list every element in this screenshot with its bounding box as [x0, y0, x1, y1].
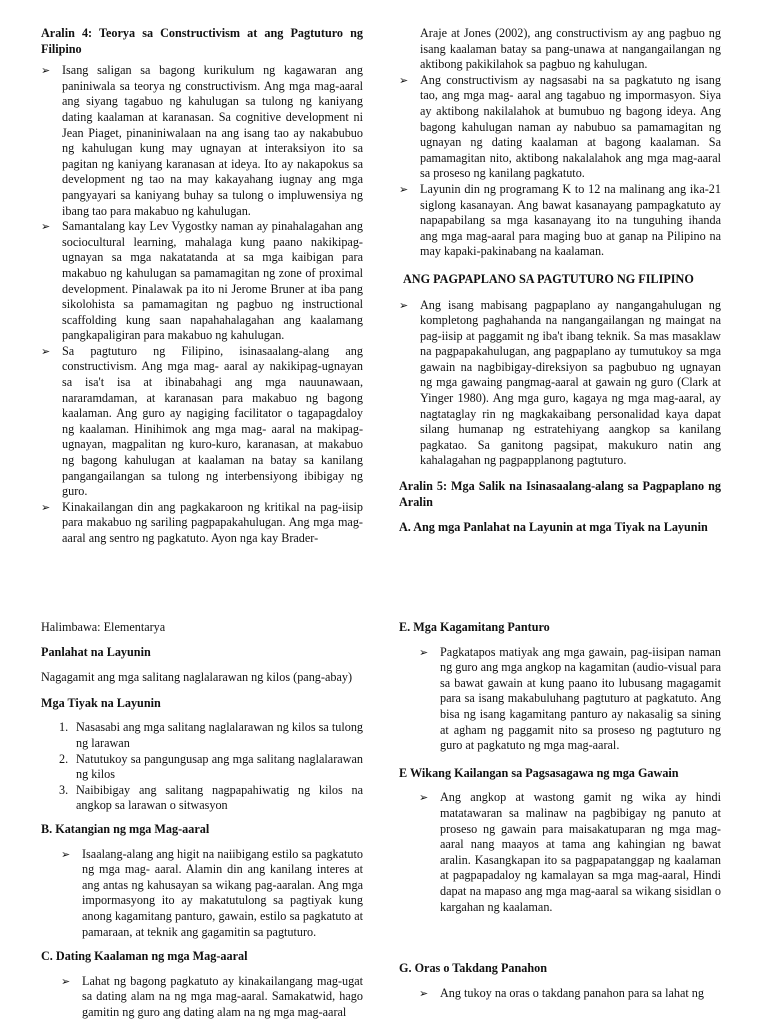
specific-objectives-list [41, 720, 363, 814]
arrow-bullet-icon: ➢ [419, 645, 429, 659]
list-item: ➢ Pagkatapos matiyak ang mga gawain, pag-iisipan naman ng guro ang mga angkop na kagamitan (audio-visual para sa bawat gawain at kung paano ito lubusang magagamit para sa isang makabuluhang pagtuturo at pagkatuto. Ang bisa ng isang kagamitang panturo ay nakasalig sa sining at agham ng paggamit nito sa proseso ng pagtuturo ng guro at pagkatuto ng mga mag-aaral. [419, 644, 721, 753]
list-item: 1. Nasasabi ang mga salitang naglalarawan ng kilos sa tulong ng larawan [59, 720, 364, 750]
lesson5-heading: Aralin 5: Mga Salik na Isinasaalang-alang sa Pagpaplano ng Aralin [399, 479, 721, 509]
section-e-heading: E. Mga Kagamitang Panturo [399, 620, 550, 634]
arrow-bullet-icon: ➢ [399, 182, 409, 196]
bottom-left-column [41, 620, 363, 1020]
list-item: ➢ Kinakailangan din ang pagkakaroon ng kritikal na pag-iisip para makabuo ng sariling pagpapakahulugan. Ang mga mag-aaral ang sentro ng pagkatuto. Ayon nga kay Brader- [41, 499, 363, 545]
section-g-heading: G. Oras o Takdang Panahon [399, 961, 547, 976]
section-c-heading: C. Dating Kaalaman ng mga Mag-aaral [41, 949, 248, 964]
section-a-heading: A. Ang mga Panlahat na Layunin at mga Tiyak na Layunin [399, 520, 708, 535]
example-label: Halimbawa: Elementarya [41, 620, 166, 634]
planning-section-title: ANG PAGPAPLANO SA PAGTUTURO NG FILIPINO [403, 271, 694, 286]
top-left-column [41, 26, 363, 547]
section-e-bullets [399, 645, 721, 754]
arrow-bullet-icon: ➢ [41, 344, 51, 358]
continued-paragraph: Araje at Jones (2002), ang constructivism ay ang pagbuo ng isang kaalaman batay sa pang-unawa at nangangailangan ng aktibong pakikilahok sa pagbuo ng kahulugan. [420, 26, 721, 72]
list-item: 2. Natutukoy sa pangungusap ang mga salitang naglalarawan ng kilos [59, 751, 363, 782]
list-item: ➢ Samantalang kay Lev Vygostky naman ay pinahalagahan ang sociocultural learning, mahalaga kung paano nakikipag-ugnayan sa mga nakatatanda at sa mga kaibigan para makabuo ng kahulugan sa pamamagitan ng zone of proximal development. Pinalawak pa ito ni Jerome Bruner at iba pang sikolohista sa pamamagitan ng pagbuo ng instructional scaffolding kung saan napahahalagahan ang kaalamang pangkapaligiran para makabuo ng kahulugan. [41, 219, 363, 343]
section-b-heading: B. Katangian ng mga Mag-aaral [41, 821, 210, 836]
lesson4-bullets [41, 63, 363, 546]
general-objective-text: Nagagamit ang mga salitang naglalarawan ng kilos (pang-abay) [41, 670, 353, 685]
bottom-right-column [399, 620, 721, 1001]
list-item: ➢ Ang angkop at wastong gamit ng wika ay hindi matatawaran sa malinaw na pagbibigay ng panuto at proseso ng gawain para maisakatuparan ng mga mag-aaral nang maayos at tama ang kahingian ng bawat aralin. Kasangkapan ito sa pagpapatanggap ng kaalaman at pagpapadaloy ng kamalayan sa mga mag-aaral, Hindi dapat na mapaso ang mga mag-aaral sa wikang sisidlan o kargahan ng kaalaman. [419, 790, 721, 914]
general-objective-title: Panlahat na Layunin [41, 644, 151, 659]
list-item: ➢ Lahat ng bagong pagkatuto ay kinakailangang mag-ugat sa dating alam na ng mga mag-aaral. Samakatwid, hago gamitin ng guro ang dating alam na ng mga mag-aaral [61, 973, 363, 1019]
section-f-bullets [399, 790, 721, 915]
arrow-bullet-icon: ➢ [41, 220, 51, 234]
constructivism-bullets [399, 73, 721, 260]
list-item: ➢ Isaalang-alang ang higit na naiibigang estilo sa pagkatuto ng mga mag- aaral. Alamin din ang kanilang interes at ang antas ng kahusayan sa wikang pag-aaralan. Ang mga impormasyong ito ay makatutulong sa pagtiyak kung anong kagamitang panturo, gawain, estilo sa pagkatuto at pamaraan, at teknik ang gagamitin sa pagtuturo. [61, 846, 363, 939]
arrow-bullet-icon: ➢ [61, 847, 71, 861]
list-item: ➢ Layunin din ng programang K to 12 na malinang ang ika-21 siglong kasanayan. Ang bawat kasanayang pampagkatuto ay napapabilang sa mga kasanayang ito na tunguhing ihanda ang mga mag-aaral para maging buo at ganap na Pilipino na may kapaki-pakinabang na kaalaman. [399, 181, 721, 259]
arrow-bullet-icon: ➢ [399, 298, 409, 312]
section-g-bullets [399, 986, 721, 1002]
lesson4-heading: Aralin 4: Teorya sa Constructivism at ang Pagtuturo ng Filipino [41, 26, 363, 56]
arrow-bullet-icon: ➢ [41, 64, 51, 78]
planning-bullets [399, 298, 721, 470]
specific-objectives-title: Mga Tiyak na Layunin [41, 695, 161, 710]
section-c-bullets [41, 974, 363, 1021]
section-b-bullets [41, 847, 363, 941]
list-item: ➢ Sa pagtuturo ng Filipino, isinasaalang-alang ang constructivism. Ang mga mag- aaral ay nakikipag-ugnayan sa isa't isa at ibinabahagi ang mga nauunawaan, nararamdaman, at karanasan para makabuo ng bagong kaalaman. Ang guro ay nagiging facilitator o tagapagdaloy ng kaalaman. Hinihimok ang mga mag- aaral na makipag-ugnayan, magpalitan ng kuro-kuro, karanasan, at makabuo ng bagong kahulugan at kaalaman na batay sa kanilang pangangailangan sa tulong ng interbensiyong ibibigay ng guro. [41, 343, 363, 499]
arrow-bullet-icon: ➢ [419, 791, 429, 805]
list-item: ➢ Isang saligan sa bagong kurikulum ng kagawaran ang paniniwala sa teorya ng constructivism. Ang mga mag-aaral ang siyang tagabuo ng kahulugan sa tulong ng kaniyang dating kaalaman at karanasan. Sa cognitive development ni Jean Piaget, pinaniniwalaan na ang isang tao ay nakabubuo ng kahulugan kung may ugnayan at interaksiyon ito sa pagitan ng kaniyang karanasan at ideya. Ito ay nakapokus sa development ng tao na may kakayahang iugnay ang mga pangyayari sa kaniyang buhay sa tulong o impluwensiya ng ibang tao para makabuo ng kahulugan. [41, 63, 363, 218]
section-f-heading: E Wikang Kailangan sa Pagsasagawa ng mga Gawain [399, 765, 679, 780]
list-item: ➢ Ang constructivism ay nagsasabi na sa pagkatuto ng isang tao, ang mga mag- aaral ang tagabuo ng impormasyon. Siya ay aktibong nakilalahok at bumubuo ng bagong ideya. Ang bagong kahulugan naman ay nabubuo sa pamamagitan ng ugnayan ng dating kaalaman at bagong kaalaman. Sa pamamagitan nito, aktibong nakalalahok ang mga mag-aaral sa proseso ng kanilang pagkatuto. [399, 72, 721, 181]
list-item: 3. Naibibigay ang salitang nagpapahiwatig ng kilos na angkop sa larawan o sitwasyon [59, 782, 363, 813]
arrow-bullet-icon: ➢ [41, 500, 51, 514]
arrow-bullet-icon: ➢ [399, 73, 409, 87]
list-item: ➢ Ang isang mabisang pagpaplano ay nangangahulugan ng kompletong paghahanda na nangangailangan ng maingat na pag-iisip at paggamit ng iba't ibang teknik. Sa mas masaklaw na pagpapakahulugan, ang pagpaplano ay tumutukoy sa mga gawain na nagbibigay-direksiyon sa pagbubuo ng ugnayan ng mga gawaing pangmag-aaral at gawain ng guro (Clark at Yinger 1980). Ang mga guro, kagaya ng mga mag-aaral, ay nagtataglay rin ng magkakaibang personalidad kaya dapat silang humanap ng estratehiyang aangkop sa kanilang pagkatao. Sa ganitong pagsipat, makukuro natin ang kahalagahan ng pagpapplanong pagtuturo. [399, 297, 721, 468]
arrow-bullet-icon: ➢ [419, 986, 429, 1000]
arrow-bullet-icon: ➢ [61, 974, 71, 988]
top-right-column [399, 26, 721, 542]
list-item: ➢ Ang tukoy na oras o takdang panahon para sa lahat ng [419, 985, 704, 1000]
